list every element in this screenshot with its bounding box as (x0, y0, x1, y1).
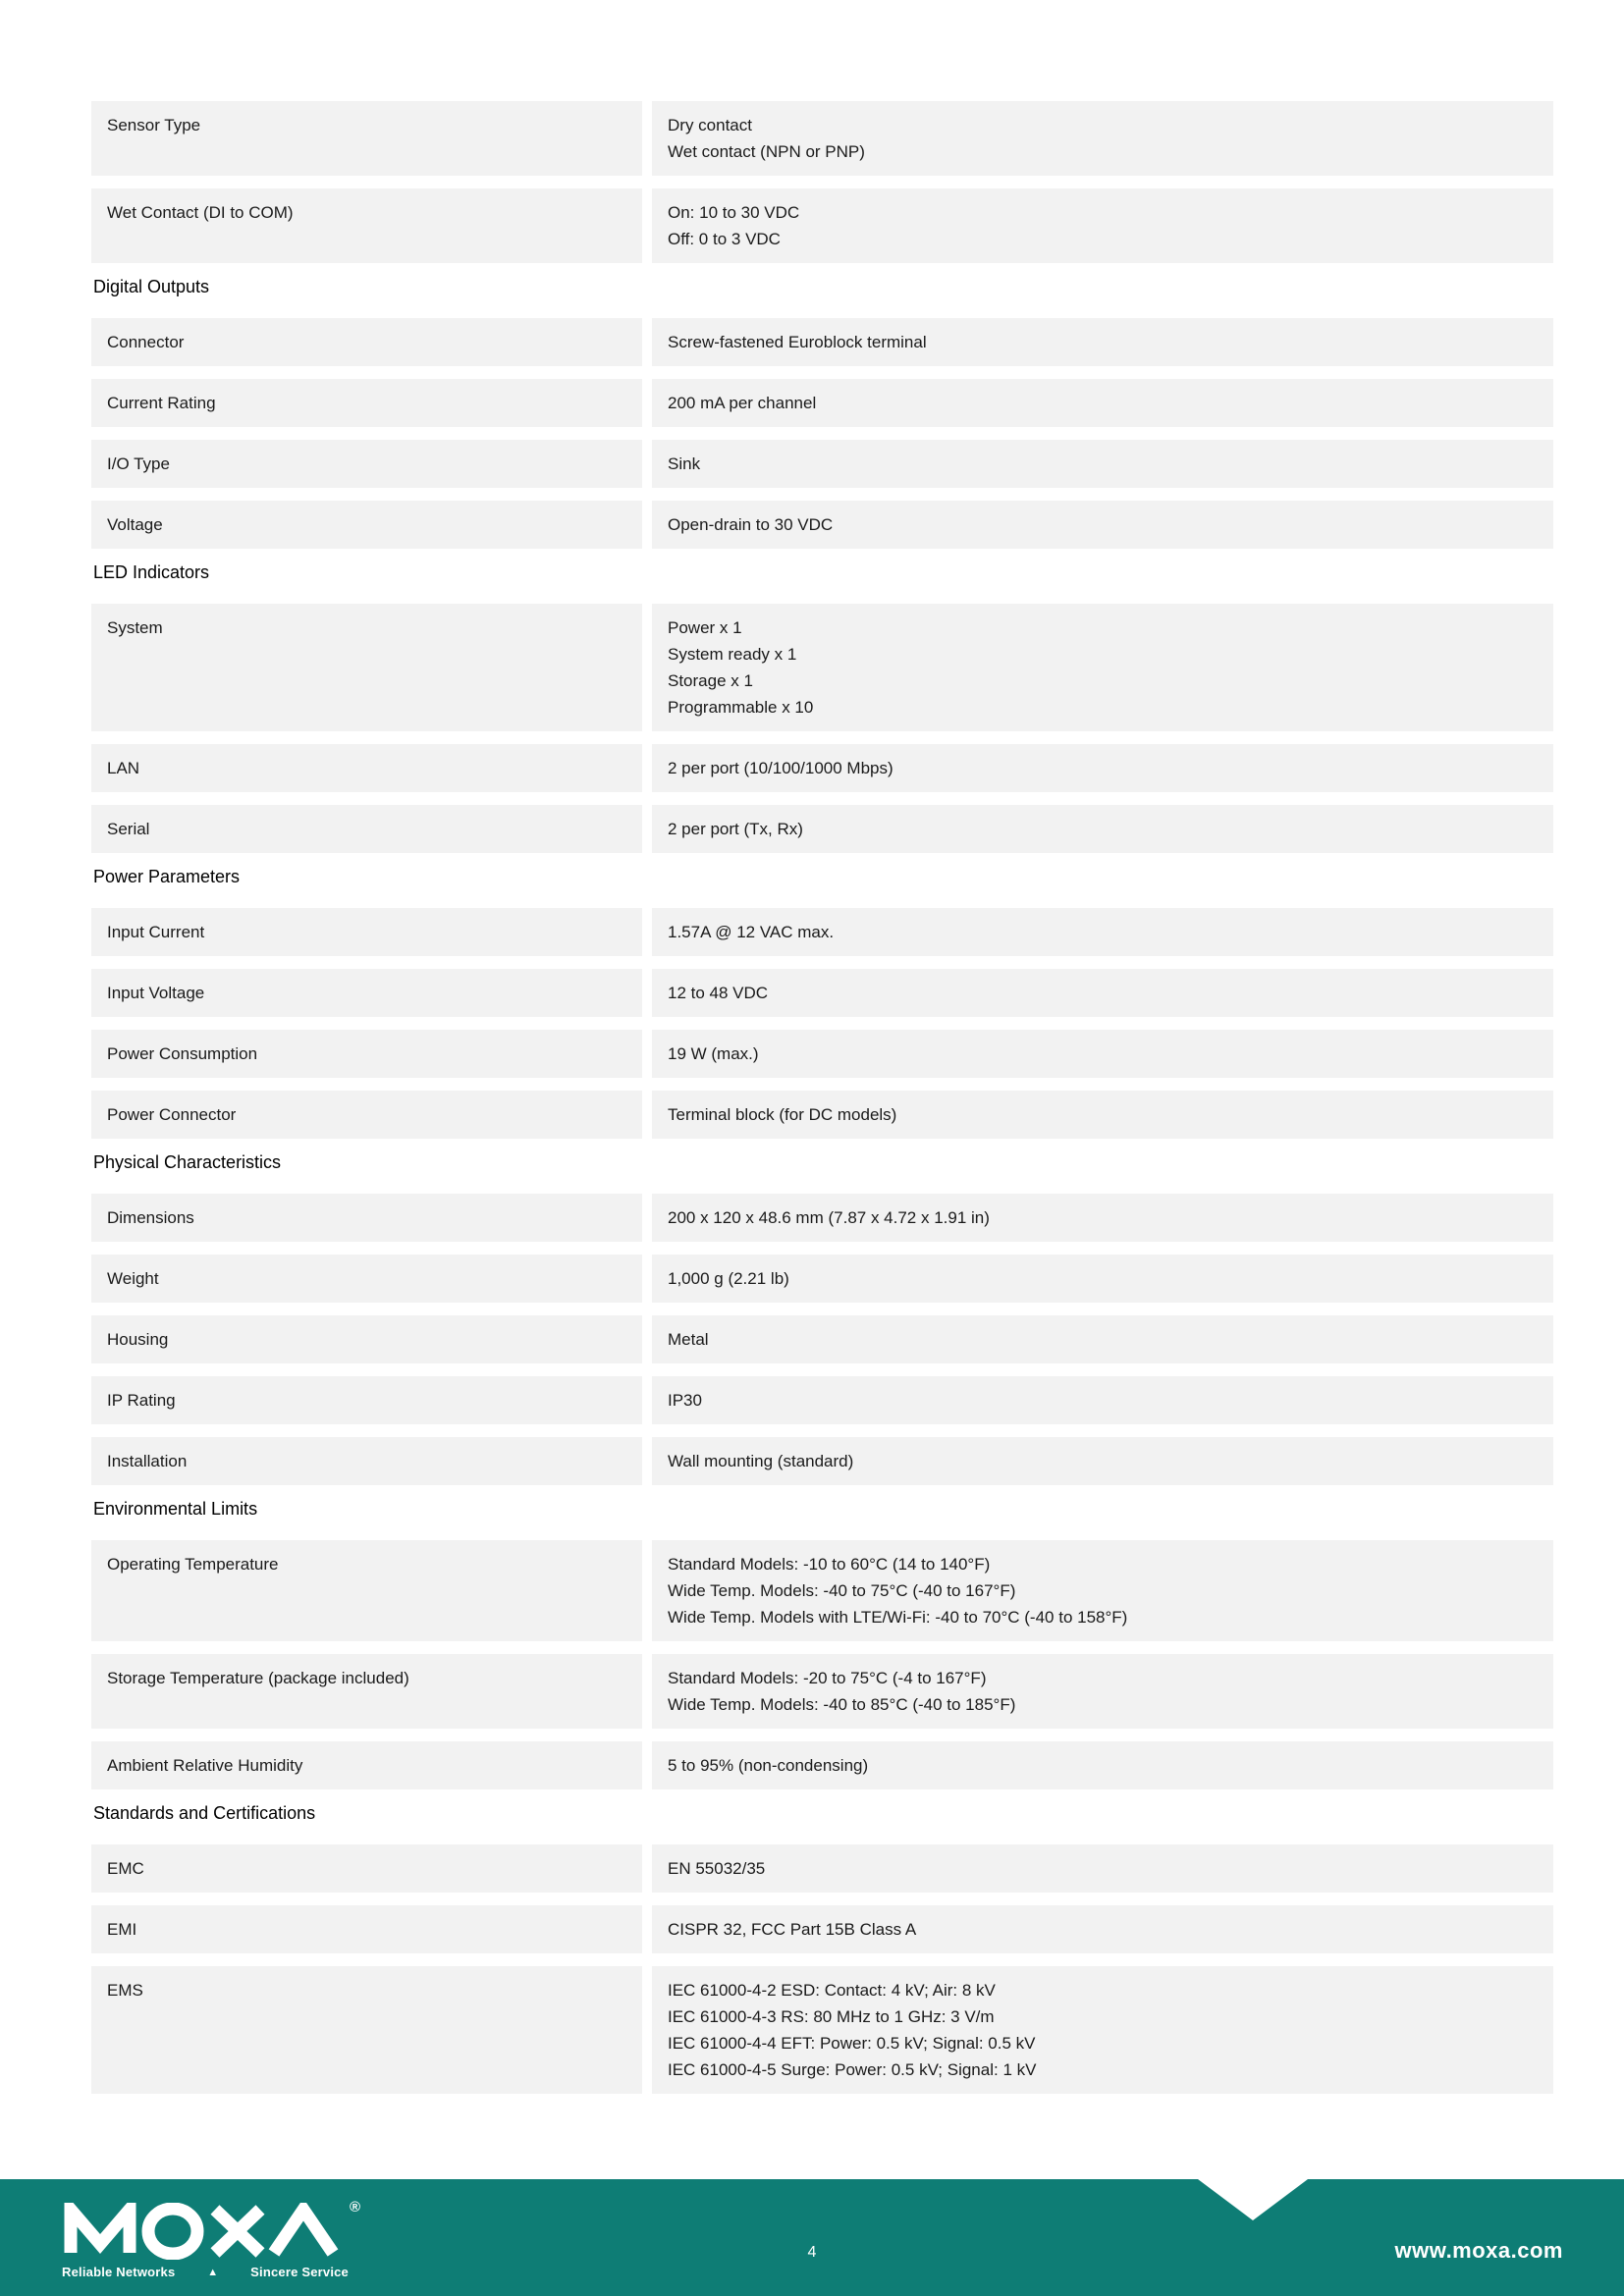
value-line: IEC 61000-4-2 ESD: Contact: 4 kV; Air: 8 kV (668, 1981, 996, 2000)
value-line: EN 55032/35 (668, 1859, 766, 1878)
row-value (652, 188, 1553, 263)
row-label: I/O Type (91, 440, 642, 488)
row-label: Current Rating (91, 379, 642, 427)
spec-row (91, 908, 1553, 956)
moxa-logo (62, 2199, 361, 2279)
value-line: 5 to 95% (non-condensing) (668, 1756, 869, 1775)
logo-tagline (62, 2265, 349, 2279)
row-value (652, 440, 1553, 488)
value-line: Sink (668, 454, 701, 473)
row-value (652, 1376, 1553, 1424)
value-line: 2 per port (10/100/1000 Mbps) (668, 759, 893, 777)
spec-row (91, 501, 1553, 549)
tagline-left: Reliable Networks (62, 2265, 176, 2279)
value-line: Storage x 1 (668, 671, 753, 690)
row-value (652, 318, 1553, 366)
footer-notch-icon (1198, 2179, 1308, 2220)
row-label: Connector (91, 318, 642, 366)
row-label: EMI (91, 1905, 642, 1953)
registered-mark: ® (350, 2199, 361, 2216)
row-value (652, 805, 1553, 853)
value-line: IEC 61000-4-3 RS: 80 MHz to 1 GHz: 3 V/m (668, 2007, 995, 2026)
row-label: EMS (91, 1966, 642, 2094)
value-line: Wet contact (NPN or PNP) (668, 142, 865, 161)
section-header: LED Indicators (93, 562, 210, 582)
row-label: IP Rating (91, 1376, 642, 1424)
triangle-icon: ▲ (207, 2266, 219, 2278)
spec-row (91, 1844, 1553, 1893)
value-line: Programmable x 10 (668, 698, 814, 717)
value-line: On: 10 to 30 VDC (668, 203, 800, 222)
page-number: 4 (807, 2244, 817, 2261)
value-line: Wide Temp. Models: -40 to 75°C (-40 to 167°F) (668, 1581, 1016, 1600)
value-line: Wide Temp. Models: -40 to 85°C (-40 to 185°F) (668, 1695, 1016, 1714)
tagline-right: Sincere Service (250, 2265, 349, 2279)
value-line: Power x 1 (668, 618, 742, 637)
value-line: Wide Temp. Models with LTE/Wi-Fi: -40 to 70°C (-40 to 158°F) (668, 1608, 1128, 1627)
row-label: Storage Temperature (package included) (91, 1654, 642, 1729)
value-line: IEC 61000-4-5 Surge: Power: 0.5 kV; Signal: 1 kV (668, 2060, 1037, 2079)
row-label: Input Current (91, 908, 642, 956)
spec-row (91, 188, 1553, 263)
value-line: System ready x 1 (668, 645, 797, 664)
row-label: Installation (91, 1437, 642, 1485)
row-value (652, 744, 1553, 792)
value-line: Screw-fastened Euroblock terminal (668, 333, 927, 351)
row-value (652, 1966, 1553, 2094)
section-header: Standards and Certifications (93, 1803, 316, 1823)
spec-row (91, 1437, 1553, 1485)
value-line: Wall mounting (standard) (668, 1452, 854, 1470)
row-label: Weight (91, 1255, 642, 1303)
spec-row (91, 379, 1553, 427)
spec-row (91, 1966, 1553, 2094)
value-line: Dry contact (668, 116, 752, 134)
spec-row (91, 1315, 1553, 1363)
row-label: Serial (91, 805, 642, 853)
row-value (652, 501, 1553, 549)
value-line: Standard Models: -10 to 60°C (14 to 140°F) (668, 1555, 991, 1574)
row-label: EMC (91, 1844, 642, 1893)
row-value (652, 1437, 1553, 1485)
row-value (652, 604, 1553, 731)
spec-row (91, 744, 1553, 792)
value-line: Terminal block (for DC models) (668, 1105, 897, 1124)
section-header: Power Parameters (93, 867, 241, 886)
value-line: 1,000 g (2.21 lb) (668, 1269, 789, 1288)
row-label: LAN (91, 744, 642, 792)
row-value (652, 1030, 1553, 1078)
value-line: 19 W (max.) (668, 1044, 759, 1063)
value-line: Metal (668, 1330, 709, 1349)
spec-row (91, 1376, 1553, 1424)
row-value (652, 1844, 1553, 1893)
spec-row (91, 604, 1553, 731)
spec-row (91, 440, 1553, 488)
value-line: 12 to 48 VDC (668, 984, 769, 1002)
row-label: Dimensions (91, 1194, 642, 1242)
row-value (652, 1654, 1553, 1729)
row-label: Input Voltage (91, 969, 642, 1017)
spec-row (91, 1030, 1553, 1078)
row-value (652, 1315, 1553, 1363)
row-value (652, 101, 1553, 176)
value-line: 2 per port (Tx, Rx) (668, 820, 803, 838)
section-header: Digital Outputs (93, 277, 210, 296)
spec-row (91, 1091, 1553, 1139)
spec-row (91, 1194, 1553, 1242)
row-value (652, 1741, 1553, 1789)
row-label: Ambient Relative Humidity (91, 1741, 642, 1789)
row-value (652, 1091, 1553, 1139)
row-label: Wet Contact (DI to COM) (91, 188, 642, 263)
spec-row (91, 1540, 1553, 1641)
value-line: Off: 0 to 3 VDC (668, 230, 781, 248)
value-line: IP30 (668, 1391, 702, 1410)
section-header: Environmental Limits (93, 1499, 258, 1519)
row-value (652, 969, 1553, 1017)
row-value (652, 379, 1553, 427)
value-line: Open-drain to 30 VDC (668, 515, 834, 534)
row-value (652, 1905, 1553, 1953)
value-line: 1.57A @ 12 VAC max. (668, 923, 835, 941)
row-label: Voltage (91, 501, 642, 549)
footer-band (0, 2179, 1624, 2296)
section-header: Physical Characteristics (93, 1152, 282, 1172)
value-line: 200 mA per channel (668, 394, 817, 412)
spec-row (91, 101, 1553, 176)
spec-row (91, 1905, 1553, 1953)
spec-row (91, 318, 1553, 366)
row-value (652, 1255, 1553, 1303)
spec-row (91, 1741, 1553, 1789)
row-label: Sensor Type (91, 101, 642, 176)
spec-row (91, 969, 1553, 1017)
spec-row (91, 805, 1553, 853)
spec-table (91, 101, 1553, 2107)
row-label: System (91, 604, 642, 731)
spec-row (91, 1255, 1553, 1303)
spec-row (91, 1654, 1553, 1729)
row-value (652, 1540, 1553, 1641)
value-line: Standard Models: -20 to 75°C (-4 to 167°F) (668, 1669, 987, 1687)
value-line: IEC 61000-4-4 EFT: Power: 0.5 kV; Signal: 0.5 kV (668, 2034, 1036, 2053)
row-label: Power Consumption (91, 1030, 642, 1078)
value-line: 200 x 120 x 48.6 mm (7.87 x 4.72 x 1.91 in) (668, 1208, 990, 1227)
value-line: CISPR 32, FCC Part 15B Class A (668, 1920, 917, 1939)
row-value (652, 1194, 1553, 1242)
website-link[interactable]: www.moxa.com (1394, 2238, 1563, 2263)
row-value (652, 908, 1553, 956)
row-label: Power Connector (91, 1091, 642, 1139)
row-label: Operating Temperature (91, 1540, 642, 1641)
row-label: Housing (91, 1315, 642, 1363)
